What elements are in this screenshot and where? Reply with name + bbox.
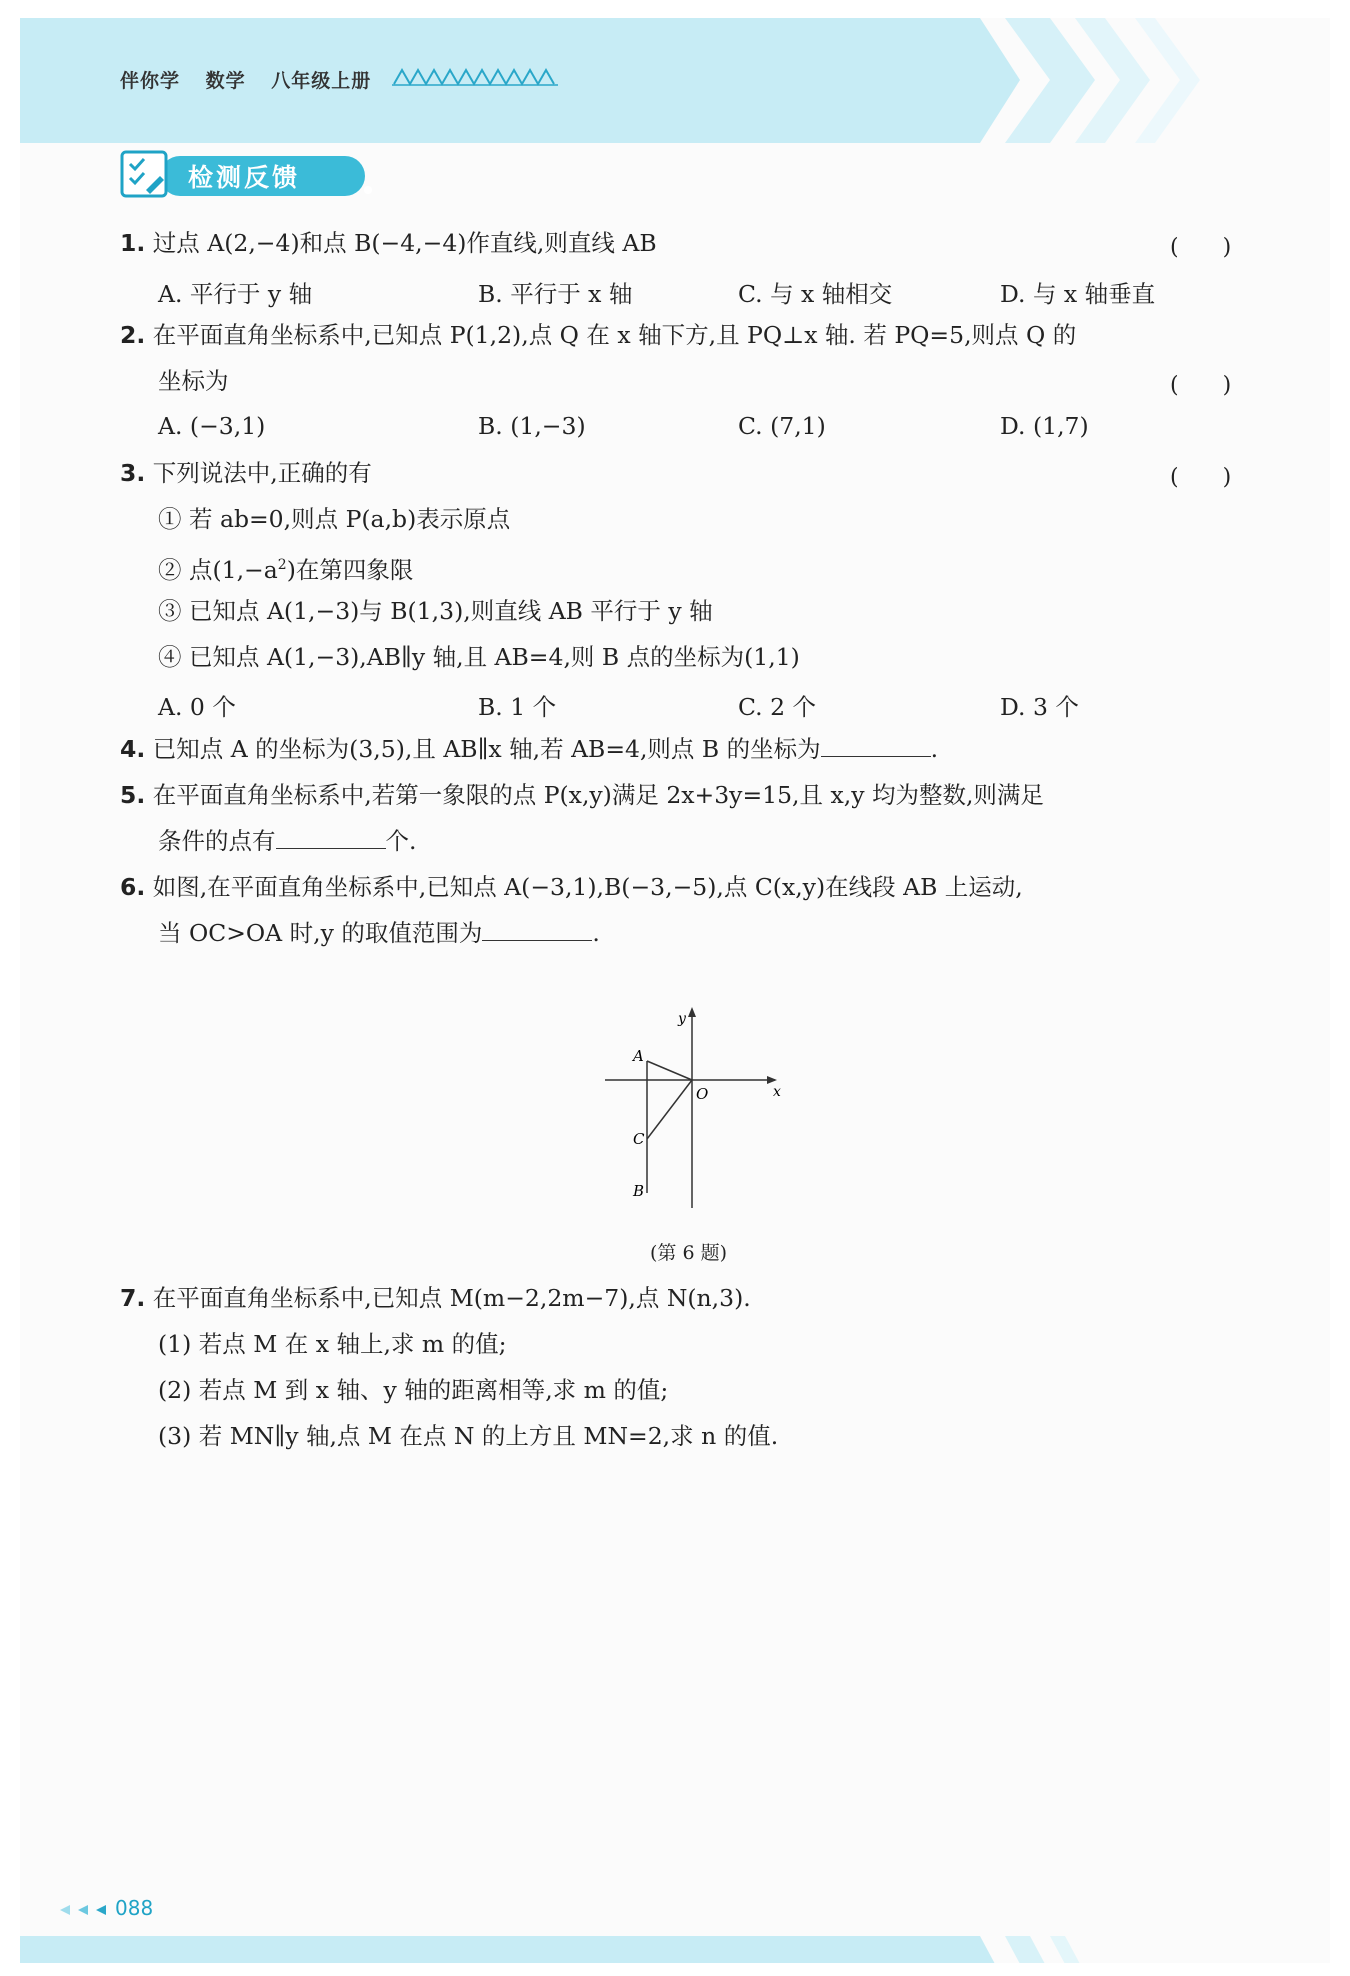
answer-paren: ( ) [1170,465,1232,490]
option-c: C. 2 个 [738,693,817,721]
subquestion-3: (3) 若 MN∥y 轴,点 M 在点 N 的上方且 MN=2,求 n 的值. [158,1422,779,1450]
segment-oc [647,1080,692,1139]
question-end: . [930,735,939,763]
footer-band [20,1936,1330,1963]
question-text: 已知点 A 的坐标为(3,5),且 AB∥x 轴,若 AB=4,则点 B 的坐标为 [152,735,821,763]
question-number: 5. [120,781,146,809]
option-c: C. (7,1) [738,412,826,440]
question-7 [120,1283,751,1313]
question-number: 7. [120,1284,146,1312]
label-c: C [633,1130,645,1148]
subject-name: 数学 [205,70,246,92]
question-number: 4. [120,735,146,763]
statement-3: ③ 已知点 A(1,−3)与 B(1,3),则直线 AB 平行于 y 轴 [158,597,713,625]
label-a: A [633,1047,644,1065]
statement-2 [158,550,413,585]
answer-paren: ( ) [1170,373,1232,398]
label-x: x [773,1084,781,1100]
label-y: y [678,1011,686,1027]
answer-blank[interactable] [276,826,386,849]
label-b: B [633,1182,645,1200]
option-a: A. (−3,1) [158,412,266,440]
option-c: C. 与 x 轴相交 [738,280,893,308]
coordinate-figure [605,1003,805,1213]
question-end: . [592,919,600,947]
segment-oa [647,1061,692,1080]
x-axis-arrow [767,1076,777,1084]
question-end: 个. [385,827,417,855]
question-3 [120,458,372,488]
statement-2-text: ② 点(1,−a [158,555,278,584]
answer-blank[interactable] [821,734,931,757]
statement-4: ④ 已知点 A(1,−3),AB∥y 轴,且 AB=4,则 B 点的坐标为(1,1) [158,643,800,671]
option-b: B. 平行于 x 轴 [478,280,633,308]
page [20,18,1330,1963]
question-number: 3. [120,459,146,487]
y-axis-arrow [688,1007,696,1017]
exponent: 2 [277,557,287,573]
question-text: 当 OC>OA 时,y 的取值范围为 [158,919,483,947]
question-number: 1. [120,229,146,257]
subquestion-1: (1) 若点 M 在 x 轴上,求 m 的值; [158,1330,507,1358]
grade-name: 八年级上册 [271,70,372,92]
question-text: 条件的点有 [158,827,276,855]
option-a: A. 平行于 y 轴 [158,280,313,308]
option-d: D. 3 个 [1000,693,1079,721]
book-name: 伴你学 [120,70,181,92]
question-5 [120,780,1044,810]
header-title [120,66,389,93]
question-text-cont: 坐标为 [158,367,229,395]
question-text: 在平面直角坐标系中,若第一象限的点 P(x,y)满足 2x+3y=15,且 x,y 均为整数,则满足 [152,781,1044,809]
question-text: 如图,在平面直角坐标系中,已知点 A(−3,1),B(−3,−5),点 C(x,y)在线段 AB 上运动, [152,873,1023,901]
question-number: 6. [120,873,146,901]
page-arrows-icon [58,1903,113,1917]
question-text: 在平面直角坐标系中,已知点 M(m−2,2m−7),点 N(n,3). [152,1284,751,1312]
question-text-cont [158,826,416,856]
zigzag-decoration [392,66,562,88]
question-text-cont [158,918,600,948]
option-d: D. (1,7) [1000,412,1089,440]
question-number: 2. [120,321,146,349]
question-text: 过点 A(2,−4)和点 B(−4,−4)作直线,则直线 AB [152,229,657,257]
figure-caption: (第 6 题) [650,1242,727,1264]
statement-1: ① 若 ab=0,则点 P(a,b)表示原点 [158,505,511,533]
option-b: B. (1,−3) [478,412,586,440]
statement-2-end: )在第四象限 [286,555,414,584]
section-title: 检测反馈 [188,163,301,192]
option-d: D. 与 x 轴垂直 [1000,280,1156,308]
question-text: 在平面直角坐标系中,已知点 P(1,2),点 Q 在 x 轴下方,且 PQ⊥x 轴. 若 PQ=5,则点 Q 的 [152,321,1077,349]
answer-paren: ( ) [1170,235,1232,260]
subquestion-2: (2) 若点 M 到 x 轴、y 轴的距离相等,求 m 的值; [158,1376,669,1404]
label-o: O [696,1085,709,1103]
question-4 [120,734,938,764]
question-6 [120,872,1023,902]
option-b: B. 1 个 [478,693,557,721]
option-a: A. 0 个 [158,693,236,721]
question-text: 下列说法中,正确的有 [152,459,372,487]
answer-blank[interactable] [482,918,592,941]
question-2 [120,320,1076,350]
page-number: 088 [115,1896,154,1920]
question-1 [120,228,657,258]
